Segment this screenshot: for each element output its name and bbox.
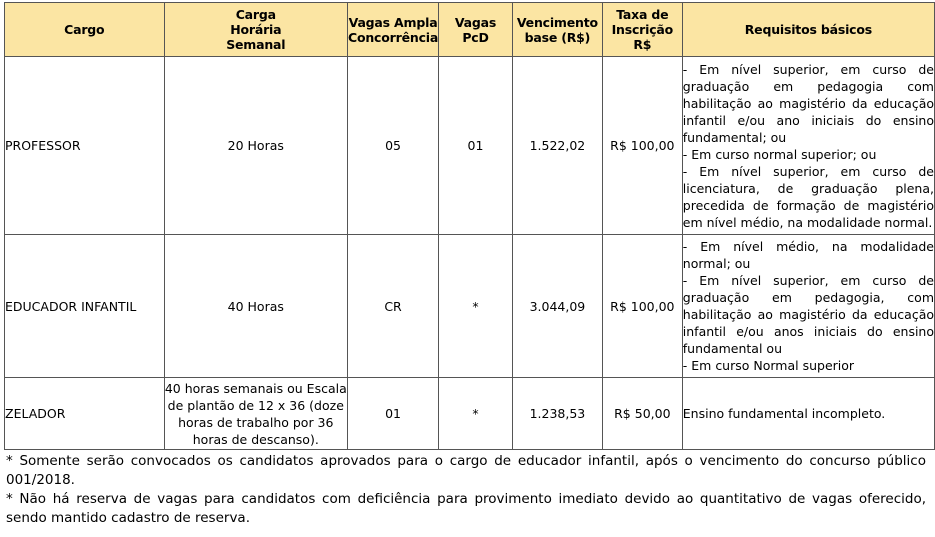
- cell-vagas-pcd: *: [439, 378, 513, 450]
- footnotes: [6, 452, 926, 528]
- cell-vencimento: 1.238,53: [512, 378, 602, 450]
- header-taxa: Taxa de Inscrição R$: [602, 3, 682, 57]
- cell-requisitos: [682, 378, 934, 450]
- table-row: [5, 235, 935, 378]
- requisito-item: Ensino fundamental incompleto.: [682, 406, 886, 421]
- requisito-item: - Em curso Normal superior: [682, 358, 855, 373]
- cell-cargo: ZELADOR: [5, 378, 165, 450]
- header-carga-horaria: Carga Horária Semanal: [164, 3, 347, 57]
- header-row: [5, 3, 935, 57]
- cell-carga: 40 horas semanais ou Escala de plantão de 12 x 36 (doze horas de trabalho por 36 horas de descanso).: [164, 378, 347, 450]
- header-cargo: Cargo: [5, 3, 165, 57]
- cell-vencimento: 3.044,09: [512, 235, 602, 378]
- vagas-table: [4, 2, 935, 450]
- cell-carga: 20 Horas: [164, 57, 347, 235]
- table-row: [5, 378, 935, 450]
- cell-taxa: R$ 100,00: [602, 235, 682, 378]
- cell-cargo: EDUCADOR INFANTIL: [5, 235, 165, 378]
- header-vagas-ampla: Vagas Ampla Concorrência: [348, 3, 439, 57]
- cell-vagas-pcd: 01: [439, 57, 513, 235]
- footnote: * Somente serão convocados os candidatos aprovados para o cargo de educador infantil, após o vencimento do concurso público 001/2018.: [6, 453, 926, 488]
- requisito-item: - Em curso normal superior; ou: [682, 146, 877, 162]
- cell-requisitos: [682, 57, 934, 235]
- cell-carga: 40 Horas: [164, 235, 347, 378]
- cell-taxa: R$ 100,00: [602, 57, 682, 235]
- cell-vagas-pcd: *: [439, 235, 513, 378]
- cell-vagas-ampla: CR: [348, 235, 439, 378]
- footnote: * Não há reserva de vagas para candidatos com deficiência para provimento imediato devido ao quantitativo de vagas oferecido, sendo mantido cadastro de reserva.: [6, 491, 926, 526]
- cell-vagas-ampla: 05: [348, 57, 439, 235]
- cell-requisitos: [682, 235, 934, 378]
- header-requisitos: Requisitos básicos: [682, 3, 934, 57]
- requisito-item: - Em nível médio, na modalidade normal; ou: [682, 239, 934, 271]
- cell-cargo: PROFESSOR: [5, 57, 165, 235]
- table-row: [5, 57, 935, 235]
- requisito-item: - Em nível superior, em curso de graduação em pedagogia com habilitação ao magistério da educação infantil e/ou ano iniciais do ensino fundamental; ou: [682, 61, 934, 145]
- cell-vagas-ampla: 01: [348, 378, 439, 450]
- requisito-item: - Em nível superior, em curso de licenciatura, de graduação plena, precedida de formação de magistério em nível médio, na modalidade normal.: [682, 163, 934, 230]
- cell-taxa: R$ 50,00: [602, 378, 682, 450]
- header-vagas-pcd: Vagas PcD: [439, 3, 513, 57]
- requisito-item: - Em nível superior, em curso de graduação em pedagogia, com habilitação ao magistério da educação infantil e/ou anos iniciais do ensino fundamental ou: [682, 273, 934, 356]
- cell-vencimento: 1.522,02: [512, 57, 602, 235]
- header-vencimento: Vencimento base (R$): [512, 3, 602, 57]
